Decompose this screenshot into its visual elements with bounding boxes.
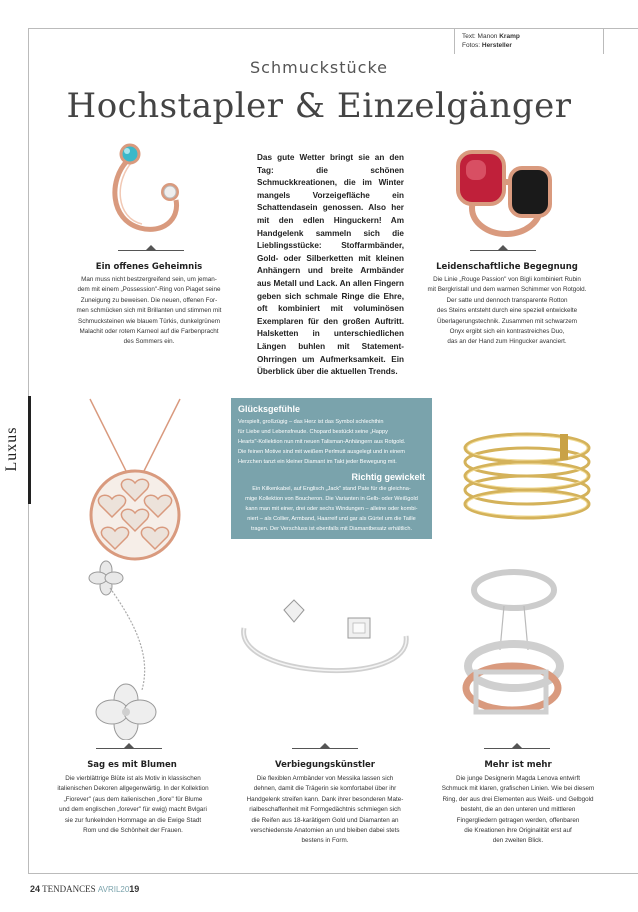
page-footer (30, 884, 139, 894)
lenova-ring-image (452, 568, 572, 728)
credit-text: Text: Manon Kramp (462, 33, 520, 40)
teal-title-gluecksgefuehle: Glücksgefühle (238, 404, 301, 414)
intro-text: Das gute Wetter bringt sie an den Tag: die schönen Schmuckkreationen, die im Winter mangels Vorzeigefläche ein Schattendasein genossen. Also her mit den edlen Hinguckern! Am Handgelenk sammeln sich die Lieblingsstücke: Stoffarmbänder, Gold- oder Silberketten mit kleinen Anhängern und breite Armbänder aus Metall und Lack. An allen Fingern geben sich schmale Ringe die Ehre, oft kombiniert mit voluminösen Exemplaren für den großen Auftritt. Halsketten in unterschiedlichen Längen buhlen mit Statement-Ohrringen um Aufmerksamkeit. Ein Überblick über die aktuellen Trends. (257, 153, 404, 377)
teal-text-gluecksgefuehle: Verspielt, großzügig – das Herz ist das Symbol schlechthin für Liebe und Lebensfreude. Chopard bestückt seine „Happy Hearts"-Kollektion nun mit neuen Talisman-Anhängern aus Rotgold. Die feinen Motive sind mit weißem Perlmutt ausgelegt und in einem Herzchen tanzt ein kleiner Diamant im Takt jeder Bewegung mit. (238, 419, 406, 465)
caption-rule-mehr (484, 748, 550, 749)
issue-year-prefix: 20 (120, 885, 130, 894)
credit-photo: Fotos: Hersteller (462, 42, 512, 49)
credit-box (454, 28, 604, 54)
caption-text-blumen: Die vierblättrige Blüte ist als Motiv in klassischen italienischen Dekoren allgegenwärtig. In der Kollektion „Fiorever" (aus dem italienischen „fiore" für Blume und dem englischen „forever" für ewig) macht Bvlgari sie zur funkelnden Hommage an die Ewige Stadt Rom und die Schönheit der Frauen. (57, 775, 209, 835)
caption-text-verbiegung: Die flexiblen Armbänder von Messika lassen sich dehnen, damit die Trägerin sie komfortabel über ihr Handgelenk streifen kann. Dank ihrer besonderen Mate- rialbeschaffenheit mit Formgedächtnis schmiegen sich die Reifen aus 18-karätigem Gold und Diamanten an verschiedenste Anatomien an und bleiben dabei stets bestens in Form. (246, 775, 404, 845)
issue-month: AVRIL (97, 885, 121, 894)
messika-bangle-image (224, 588, 424, 708)
page-number: 24 (30, 884, 41, 894)
teal-title-richtig-gewickelt: Richtig gewickelt (351, 472, 425, 482)
caption-rule-geheimnis (118, 250, 184, 251)
caption-rule-blumen (96, 748, 162, 749)
caption-text-mehr: Die junge Designerin Magda Lenova entwirft Schmuck mit klaren, grafischen Linien. Wie bei diesem Ring, der aus drei Elementen aus Weiß- und Gelbgold besteht, die an den unteren und mittleren Fingergliedern getragen werden, offenbaren die Kreationen ihre Originalität erst auf den zweiten Blick. (441, 775, 595, 845)
caption-title-leidenschaft: Leidenschaftliche Begegnung (436, 262, 578, 272)
caption-text-geheimnis: Man muss nicht bestzergreifend sein, um jeman- dem mit einem „Possession"-Ring von Piaget seine Zuneigung zu beweisen. Die neuen, offenen For- men schmücken sich mit Brillanten und stimmen mit Schmucksteinen wie blauem Türkis, dunkelgrünem Malachit oder rotem Karneol auf die Farbenpracht des Sommers ein. (76, 276, 222, 346)
bvlgari-earring-image (80, 560, 180, 740)
issue-year-suffix: 19 (129, 884, 140, 894)
caption-rule-leidenschaft (470, 250, 536, 251)
caption-title-blumen: Sag es mit Blumen (87, 760, 177, 770)
teal-text-richtig-gewickelt: Ein Kilkenkabel, auf Englisch „Jack" stand Pate für die gleichna- mige Kollektion von Boucheron. Die Varianten in Gelb- oder Weißgold kann man mit einer, drei oder sechs Windungen – alleine oder kombi- niert – als Collier, Armband, Haarreif und gar als Gürtel um die Taille tragen. Der Verschluss ist ebenfalls mit Diamantbesatz erhältlich. (245, 486, 418, 532)
chopard-necklace-image (60, 395, 210, 567)
page-title: Hochstapler & Einzelgänger (66, 86, 572, 126)
magazine-name: TENDANCES (42, 884, 96, 894)
info-box-teal (231, 398, 432, 539)
bigli-ring-image (448, 148, 560, 240)
kicker: Schmuckstücke (250, 58, 388, 77)
caption-title-mehr: Mehr ist mehr (484, 760, 552, 770)
section-tab-label: Luxus (3, 426, 20, 472)
piaget-ring-image (100, 140, 192, 240)
caption-rule-verbiegung (292, 748, 358, 749)
boucheron-bracelet-image (452, 408, 602, 538)
frame-bottom-rule (28, 873, 638, 874)
caption-text-leidenschaft: Die Linie „Rouge Passion" von Bigli kombiniert Rubin mit Bergkristall und dem warmen Schimmer von Rotgold. Der satte und dennoch transparente Rotton des Steins entsteht durch eine speziell entwickelte Überlagerungstechnik. Zusammen mit schwarzem Onyx ergibt sich ein kontrastreiches Duo, das an der Hand zum Hingucker avanciert. (427, 276, 587, 346)
caption-title-verbiegung: Verbiegungskünstler (275, 760, 375, 770)
caption-title-geheimnis: Ein offenes Geheimnis (95, 262, 203, 272)
